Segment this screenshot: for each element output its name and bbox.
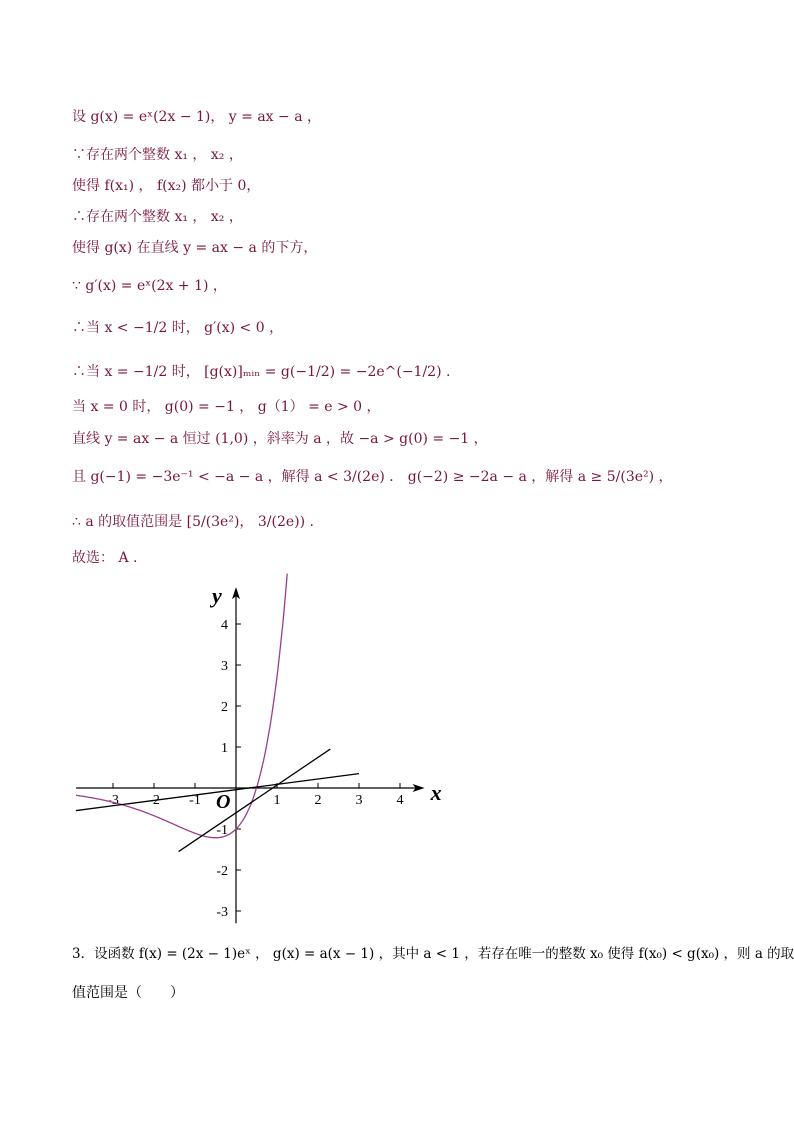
y-tick-label: 3: [221, 659, 228, 674]
y-tick-label: 2: [221, 700, 228, 715]
x-tick-label: -1: [189, 793, 201, 808]
x-tick-label: 1: [273, 793, 281, 808]
solution-line: ∴当 x = −1/2 时， [g(x)]ₘᵢₙ = g(−1/2) = −2e^(−1/2) .: [72, 364, 451, 380]
x-tick-label: 3: [355, 793, 363, 808]
x-tick-label: 2: [314, 793, 322, 808]
solution-line: 故选： A .: [72, 550, 138, 566]
x-axis-label: x: [430, 780, 442, 805]
solution-line: 使得 g(x) 在直线 y = ax − a 的下方，: [72, 240, 318, 256]
x-tick-label: 4: [396, 793, 404, 808]
solution-line: ∵ g′(x) = eˣ(2x + 1) ，: [72, 278, 227, 294]
solution-line: 直线 y = ax − a 恒过 (1,0) ，斜率为 a ，故 −a > g(0) = −1 ，: [72, 431, 488, 447]
y-axis-label: y: [212, 583, 222, 609]
series-line: [179, 749, 331, 852]
origin-label: O: [216, 791, 231, 813]
solution-line: ∴ a 的取值范围是 [5/(3e²)， 3/(2e)) .: [72, 514, 314, 530]
solution-line: ∵存在两个整数 x₁ ， x₂ ，: [72, 147, 243, 163]
solution-line: 使得 f(x₁) ， f(x₂) 都小于 0，: [72, 178, 261, 194]
solution-line: ∴存在两个整数 x₁ ， x₂ ，: [72, 209, 243, 225]
question-text: 值范围是（ ）: [72, 985, 184, 1001]
solution-line: 当 x = 0 时， g(0) = −1 ， g（1） = e > 0 ，: [72, 399, 381, 415]
y-tick-label: 4: [221, 618, 228, 633]
x-tick-label: -2: [148, 793, 160, 808]
x-tick-label: -3: [107, 793, 119, 808]
y-tick-label: -2: [216, 864, 228, 879]
solution-line: ∴当 x < −1/2 时， g′(x) < 0 ，: [72, 320, 284, 336]
solution-line: 且 g(−1) = −3e⁻¹ < −a − a ，解得 a < 3/(2e) ． g(−2) ≥ −2a − a ，解得 a ≥ 5/(3e²) ，: [72, 469, 673, 485]
y-tick-label: -3: [216, 905, 228, 920]
y-tick-label: 1: [221, 741, 228, 756]
question-text: 3．设函数 f(x) = (2x − 1)eˣ ， g(x) = a(x − 1) ，其中 a < 1 ，若存在唯一的整数 x₀ 使得 f(x₀) < g(x₀) ，则 a 的取: [72, 946, 794, 962]
y-tick-label: -1: [216, 823, 228, 838]
function-graph: [60, 575, 440, 930]
solution-line: 设 g(x) = eˣ(2x − 1)， y = ax − a ，: [72, 109, 322, 125]
